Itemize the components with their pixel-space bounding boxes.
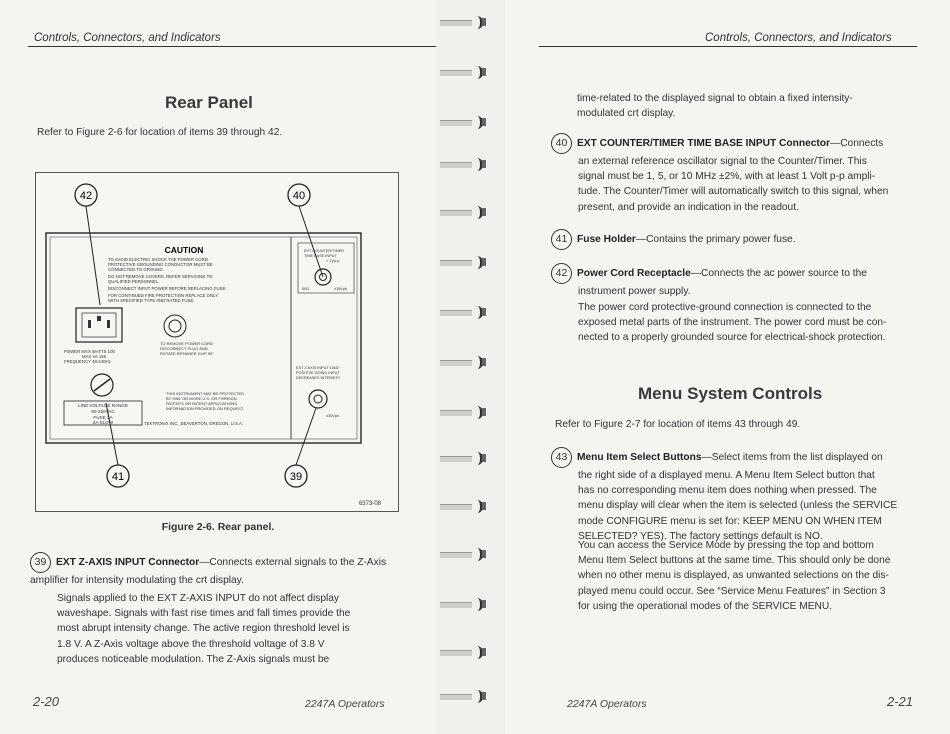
item-40-line-4: tude. The Counter/Timer will automatically switch to this signal, when	[578, 186, 889, 198]
patent-line-3: PATENTS OR PATENT APPLICATIONS.	[166, 401, 239, 406]
callout-41-label: 41	[111, 471, 125, 483]
caution-line-2: PROTECTIVE GROUNDING CONDUCTOR MUST BE	[108, 262, 213, 267]
caution-line-3: CONNECTED TO GROUND.	[108, 267, 164, 272]
right-running-header: Controls, Connectors, and Indicators	[705, 32, 892, 44]
ground-paragraph	[578, 300, 923, 346]
binding-ring	[440, 158, 488, 171]
fuse-label	[78, 403, 128, 425]
maker-label: TEKTRONIX INC., BEAVERTON, OREGON, U.S.A.	[144, 421, 244, 426]
caution-title: CAUTION	[164, 245, 204, 255]
callout-40-label: 40	[292, 190, 306, 202]
zaxis-line-2: POSITIVE GOING INPUT	[296, 371, 340, 375]
caution-line-6: DISCONNECT INPUT POWER BEFORE REPLACING FUSE.	[108, 286, 227, 291]
binding-ring	[440, 646, 488, 659]
cont-line-2: modulated crt display.	[577, 108, 676, 120]
access-line-4: played menu could occur. See “Service Menu Features” in Section 3	[578, 585, 886, 597]
zaxis-para-line-3: most abrupt intensity change. The active region threshold level is	[57, 623, 350, 635]
remove-cord-line-2: DISCONNECT PLUG AND	[160, 346, 208, 351]
right-footer-title: 2247A Operators	[567, 698, 647, 710]
left-running-header: Controls, Connectors, and Indicators	[34, 32, 221, 44]
patent-line-4: INFORMATION PROVIDED ON REQUEST.	[166, 406, 244, 411]
right-page-number: 2-21	[887, 694, 914, 709]
power-line-2: MAX VA 155	[82, 354, 107, 359]
item-41-number: 41	[551, 229, 572, 250]
item-43-line-6: SELECTED? YES). The factory settings default is NO.	[578, 530, 823, 542]
fuse-line-1: LINE VOLTAGE RANGE	[77, 403, 129, 408]
caution-line-4: DO NOT REMOVE COVERS. REFER SERVICING TO	[108, 274, 213, 279]
item-42-entry	[551, 263, 921, 299]
left-header-rule	[28, 46, 436, 47]
caution-line-7: FOR CONTINUED FIRE PROTECTION REPLACE ONLY	[108, 293, 218, 298]
rear-panel-figure	[35, 172, 399, 512]
fuse-line-4: 2A SLOW	[92, 420, 114, 425]
item-42-title: Power Cord Receptacle	[577, 268, 691, 280]
item-43-number: 43	[551, 447, 572, 468]
counter-sub-1: 50Ω	[302, 287, 310, 291]
leader-40	[299, 206, 323, 277]
item-40-title: EXT COUNTER/TIMER TIME BASE INPUT Connector	[577, 138, 830, 150]
access-line-1: You can access the Service Mode by pressing the top and bottom	[578, 540, 874, 551]
binding-ring	[440, 356, 488, 369]
binding-ring	[440, 452, 488, 465]
binding-ring	[440, 16, 488, 29]
remove-cord-line-3: ROTATE RETAINER CLIP 90°	[160, 351, 214, 356]
binding-ring	[440, 406, 488, 419]
retainer-clip	[164, 315, 186, 337]
remove-cord-line-1: TO REMOVE POWER CORD	[160, 341, 214, 346]
access-line-5: for using the operational modes of the SERVICE MENU.	[578, 600, 833, 612]
receptacle-pin-left	[88, 320, 91, 328]
patent-note	[166, 391, 244, 411]
binding-ring	[440, 116, 488, 129]
rear-panel-title: Rear Panel	[165, 93, 253, 112]
binding-ring	[440, 690, 488, 703]
item-42-line-2: instrument power supply.	[578, 286, 691, 297]
item-43-title: Menu Item Select Buttons	[577, 452, 702, 464]
binding-ring	[440, 256, 488, 269]
caution-line-1: TO AVOID ELECTRIC SHOCK THE POWER CORD	[108, 257, 208, 262]
binding-ring	[440, 548, 488, 561]
item-39-text: —Connects external signals to the Z-Axis amplifier for intensity modulating the crt display.	[30, 557, 387, 586]
zaxis-line-3: DECREASES INTENSITY	[296, 376, 341, 380]
rear-panel-drawing	[36, 173, 398, 511]
receptacle-pin-right	[107, 320, 110, 328]
item-43-entry	[551, 447, 921, 544]
leader-42	[86, 206, 100, 305]
patent-line-2: BY ONE OR MORE U.S. OR FOREIGN	[166, 396, 237, 401]
item-41-entry	[551, 229, 921, 250]
right-header-rule	[539, 46, 917, 47]
zaxis-paragraph	[57, 591, 397, 667]
remove-cord-note	[160, 341, 214, 356]
left-page	[0, 0, 436, 734]
item-41-text: —Contains the primary power fuse.	[635, 234, 796, 246]
patent-line-1: THIS INSTRUMENT MAY BE PROTECTED	[166, 391, 245, 396]
access-line-3: when no other menu is displayed, as unwanted selections on the dis-	[578, 570, 889, 582]
zaxis-para-line-2: waveshape. Signals with fast rise times and fall times provide the	[57, 608, 351, 620]
counter-line-2: TIME BASE INPUT	[304, 254, 337, 258]
left-footer-title: 2247A Operators	[305, 698, 385, 710]
item-39-title: EXT Z-AXIS INPUT Connector	[56, 557, 200, 569]
item-40-line-2: an external reference oscillator signal to the Counter/Timer. This	[578, 156, 867, 167]
binding-ring	[440, 598, 488, 611]
caution-text	[108, 257, 227, 303]
item-40-entry	[551, 133, 921, 215]
menu-system-title: Menu System Controls	[638, 384, 823, 403]
rear-panel-intro: Refer to Figure 2-6 for location of items 39 through 42.	[37, 127, 283, 138]
ground-line-3: nected to a properly grounded source for electrical-shock protection.	[578, 332, 886, 344]
left-page-number: 2-20	[33, 694, 60, 709]
zaxis-para-line-4: 1.8 V. A Z-Axis voltage above the threshold voltage of 3.8 V	[57, 638, 325, 650]
item-42-line-1: —Connects the ac power source to the	[690, 268, 867, 280]
power-line-3: FREQUENCY 48-440Hz	[64, 359, 111, 364]
figure-number: 6373-08	[358, 501, 381, 507]
service-mode-paragraph	[578, 538, 923, 614]
ground-line-2: exposed metal parts of the instrument. The power cord must be con-	[578, 317, 887, 329]
cont-line-1: time-related to the displayed signal to obtain a fixed intensity-	[577, 93, 853, 104]
binding-ring	[440, 206, 488, 219]
item-40-line-5: present, and provide an indication in the readout.	[578, 201, 799, 213]
receptacle-pin-ground	[97, 316, 101, 321]
binding-ring	[440, 500, 488, 513]
leader-39	[296, 408, 316, 465]
zaxis-para-line-1: Signals applied to the EXT Z-AXIS INPUT do not affect display	[57, 593, 340, 604]
fuse-slot	[94, 379, 110, 391]
item-41-title: Fuse Holder	[577, 234, 636, 246]
item-40-number: 40	[551, 133, 572, 154]
counter-sub-2: ±15Vpk	[334, 287, 347, 291]
right-page	[505, 0, 950, 734]
continued-paragraph	[577, 91, 917, 121]
retainer-clip-inner	[169, 320, 181, 332]
power-rating	[64, 349, 115, 364]
item-43-line-2: the right side of a displayed menu. A Menu Item Select button that	[578, 470, 875, 481]
item-43-line-5: mode CONFIGURE menu is set for: KEEP MENU ON WHEN ITEM	[578, 515, 882, 527]
fuse-line-2: 90-250VAC	[91, 409, 115, 414]
power-line-1: POWER MAX WATTS 100	[64, 349, 115, 354]
zaxis-sub: ±30Vpk	[326, 414, 339, 418]
access-line-2: Menu Item Select buttons at the same time. This should only be done	[578, 555, 891, 567]
callout-39-label: 39	[289, 471, 303, 483]
item-42-number: 42	[551, 263, 572, 284]
item-40-line-3: signal must be 1, 5, or 10 MHz ±2%, with at least 1 Volt p-p ampli-	[578, 171, 876, 183]
caution-line-5: QUALIFIED PERSONNEL.	[108, 279, 160, 284]
zaxis-input-label	[296, 366, 341, 418]
callout-42-label: 42	[79, 190, 93, 202]
zaxis-para-line-5: produces noticeable modulation. The Z-Axis signals must be	[57, 653, 330, 665]
item-39-entry	[30, 552, 400, 588]
binding-ring	[440, 66, 488, 79]
item-39-number: 39	[30, 552, 51, 573]
item-43-line-3: has no corresponding menu item does nothing when pressed. The	[578, 485, 877, 497]
counter-line-3: < 1Vp-p	[326, 259, 340, 263]
caution-line-8: WITH SPECIFIED TYPE AND RATED FUSE.	[108, 298, 195, 303]
menu-system-intro: Refer to Figure 2-7 for location of items 43 through 49.	[555, 419, 801, 430]
item-40-line-1: —Connects	[830, 138, 884, 150]
zaxis-line-1: EXT Z AXIS INPUT 10kΩ	[296, 366, 339, 370]
zaxis-bnc-center	[314, 395, 322, 403]
binding-ring	[440, 306, 488, 319]
fuse-line-3: FUSE 2A	[93, 415, 113, 420]
figure-caption: Figure 2-6. Rear panel.	[161, 521, 275, 533]
counter-line-1: EXT COUNTER/TIMER	[304, 249, 345, 253]
item-43-line-4: menu display will clear when the item is selected (unless the SERVICE	[578, 500, 898, 512]
zaxis-bnc-connector	[309, 390, 327, 408]
ground-line-1: The power cord protective-ground connection is connected to the	[578, 302, 872, 313]
item-43-line-1: —Select items from the list displayed on	[701, 452, 883, 464]
